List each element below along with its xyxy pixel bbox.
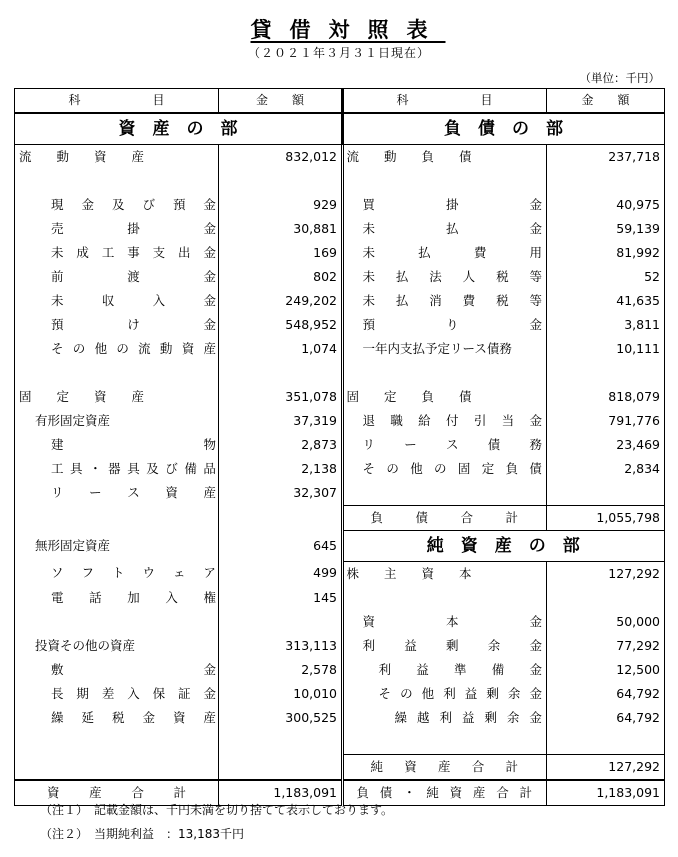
- asset-item-amount: [219, 505, 343, 530]
- liability-item-label: [343, 433, 547, 457]
- table-row: [15, 481, 665, 506]
- liability-item-amount-text: 127,292: [608, 565, 660, 581]
- header-row: [15, 89, 665, 113]
- asset-item-amount-text: 169: [313, 244, 337, 260]
- table-row: [15, 561, 665, 586]
- asset-item-amount-text: 802: [313, 268, 337, 284]
- asset-item-label: [15, 361, 219, 385]
- table-row: [15, 457, 665, 481]
- asset-item-label-text: 電 話 加 入 権: [51, 589, 216, 605]
- liability-item-amount-text: 791,776: [608, 412, 660, 428]
- liability-item-label: [343, 457, 547, 481]
- liability-item-amount: [547, 144, 665, 169]
- liability-item-label-text: そ の 他 利 益 剰 余 金: [378, 685, 542, 701]
- asset-item-amount: [219, 409, 343, 433]
- asset-item-amount-text: 300,525: [285, 709, 337, 725]
- table-row: [15, 754, 665, 780]
- liability-item-amount: [547, 217, 665, 241]
- asset-item-label: [15, 265, 219, 289]
- liability-item-label-text: リ ー ス 債 務: [362, 436, 542, 452]
- asset-item-amount-text: 645: [313, 537, 337, 553]
- asset-item-label-text: 長 期 差 入 保 証 金: [51, 685, 216, 701]
- liability-item-label-text: 利 益 剰 余 金: [362, 637, 542, 653]
- asset-item-label: [15, 193, 219, 217]
- asset-item-amount-text: 249,202: [285, 292, 337, 308]
- table-row: [15, 385, 665, 409]
- header-subject-right-text: 科 目: [396, 93, 493, 108]
- liability-item-amount: [547, 193, 665, 217]
- asset-item-label-text: 売 掛 金: [51, 220, 216, 236]
- liabilities-section-title: [343, 113, 665, 145]
- liability-item-label-text: 資 本 金: [362, 613, 542, 629]
- liability-item-amount: [547, 682, 665, 706]
- asset-item-amount: [219, 530, 343, 561]
- liability-item-label: [343, 361, 547, 385]
- asset-item-amount-text: 1,074: [301, 340, 337, 356]
- asset-item-amount: [219, 682, 343, 706]
- liability-item-label: [343, 169, 547, 193]
- asset-item-amount: [219, 241, 343, 265]
- liability-item-label-text: 未 払 法 人 税 等: [362, 268, 542, 284]
- subtotal-label-text: 負 債 合 計: [370, 509, 518, 525]
- table-row: [15, 289, 665, 313]
- table-row: [15, 217, 665, 241]
- liability-item-amount: [547, 481, 665, 506]
- asset-item-amount-text: 37,319: [293, 412, 337, 428]
- liability-item-amount: [547, 634, 665, 658]
- asset-item-label-text: 流 動 資 産: [19, 148, 145, 164]
- subtotal-label-text: 純 資 産 合 計: [370, 758, 518, 774]
- asset-item-label-text: 未 収 入 金: [51, 292, 216, 308]
- asset-item-amount: [219, 193, 343, 217]
- liability-item-label: [343, 561, 547, 586]
- liability-item-label: [343, 193, 547, 217]
- asset-item-amount: [219, 730, 343, 755]
- asset-item-amount-text: 10,010: [293, 685, 337, 701]
- asset-item-label: [15, 385, 219, 409]
- liab-net-total-label-text: 負 債 ・ 純 資 産 合 計: [356, 784, 532, 800]
- liability-item-amount-text: 237,718: [608, 148, 660, 164]
- asset-item-amount: [219, 586, 343, 610]
- liability-item-amount-text: 23,469: [616, 436, 660, 452]
- table-row: [15, 433, 665, 457]
- asset-item-label: [15, 313, 219, 337]
- asset-item-label: [15, 505, 219, 530]
- liability-item-label: [343, 241, 547, 265]
- table-row: [15, 241, 665, 265]
- asset-item-amount: [219, 457, 343, 481]
- subtotal-label: [343, 505, 547, 530]
- asset-item-label: [15, 706, 219, 730]
- liability-item-label: [343, 730, 547, 755]
- liability-item-label-text: 固 定 負 債: [346, 388, 472, 404]
- assets-total-label-text: 資 産 合 計: [47, 784, 186, 800]
- table-row: [15, 634, 665, 658]
- table-row: [15, 169, 665, 193]
- liability-item-label-text: 株 主 資 本: [346, 565, 472, 581]
- liability-item-label: [343, 409, 547, 433]
- asset-item-amount: [219, 144, 343, 169]
- liability-item-label-text: 流 動 負 債: [346, 148, 472, 164]
- subtotal-amount: [547, 754, 665, 780]
- asset-item-amount-text: 832,012: [285, 148, 337, 164]
- liability-item-amount: [547, 169, 665, 193]
- liability-item-amount: [547, 561, 665, 586]
- table-row: [15, 682, 665, 706]
- asset-item-label: [15, 289, 219, 313]
- table-row: [15, 530, 665, 561]
- footnotes: [40, 798, 393, 846]
- liability-item-label: [343, 337, 547, 361]
- asset-item-label-text: リ ー ス 資 産: [51, 484, 216, 500]
- asset-item-label: [15, 658, 219, 682]
- unit-label: （単位：千円）: [579, 71, 660, 85]
- liability-item-label-text: 退 職 給 付 引 当 金: [362, 412, 542, 428]
- liability-item-label-text: 繰 越 利 益 剰 余 金: [394, 709, 542, 725]
- liability-item-label-text: 預 り 金: [362, 316, 542, 332]
- asset-item-amount: [219, 658, 343, 682]
- liability-item-amount-text: 818,079: [608, 388, 660, 404]
- assets-section-title: [15, 113, 343, 145]
- asset-item-label: [15, 561, 219, 586]
- liability-item-label: [343, 265, 547, 289]
- liability-item-amount: [547, 241, 665, 265]
- header-subject-text: 科 目: [68, 93, 165, 108]
- liability-item-amount-text: 12,500: [616, 661, 660, 677]
- liability-item-amount-text: 3,811: [624, 316, 660, 332]
- asset-item-amount: [219, 289, 343, 313]
- net-assets-section-title-text: 純 資 産 の 部: [426, 535, 580, 556]
- asset-item-label: [15, 457, 219, 481]
- document-title: 貸借対照表: [250, 18, 446, 42]
- liability-item-label-text: 未 払 消 費 税 等: [362, 292, 542, 308]
- footnote-1: （注１） 記載金額は、千円未満を切り捨てて表示しております。: [40, 803, 394, 817]
- asset-item-amount: [219, 385, 343, 409]
- table-row: [15, 144, 665, 169]
- liability-item-label-text: 買 掛 金: [362, 196, 542, 212]
- asset-item-label: [15, 144, 219, 169]
- asset-item-label: [15, 730, 219, 755]
- liability-item-label: [343, 658, 547, 682]
- liability-item-label: [343, 706, 547, 730]
- liability-item-amount-text: 2,834: [624, 460, 660, 476]
- liability-item-amount: [547, 265, 665, 289]
- asset-item-label: [15, 337, 219, 361]
- table-row: [15, 586, 665, 610]
- asset-item-amount-text: 548,952: [285, 316, 337, 332]
- header-amount-right-text: 金 額: [581, 93, 630, 108]
- assets-section-title-text: 資 産 の 部: [118, 118, 238, 139]
- liability-item-amount: [547, 457, 665, 481]
- asset-item-amount: [219, 313, 343, 337]
- subtotal-amount-text: 1,055,798: [596, 509, 660, 525]
- table-row: [15, 658, 665, 682]
- asset-item-amount-text: 2,578: [301, 661, 337, 677]
- liability-item-amount: [547, 706, 665, 730]
- liability-item-amount-text: 64,792: [616, 709, 660, 725]
- asset-item-amount-text: 30,881: [293, 220, 337, 236]
- table-row: [15, 313, 665, 337]
- liability-item-label: [343, 586, 547, 610]
- asset-item-label-text: 未 成 工 事 支 出 金: [51, 244, 216, 260]
- header-amount: [219, 89, 343, 113]
- balance-sheet-table: [14, 88, 665, 806]
- asset-item-label-text: 無形固定資産: [35, 537, 111, 553]
- asset-item-label: [15, 409, 219, 433]
- asset-item-amount-text: 2,873: [301, 436, 337, 452]
- liability-item-label: [343, 682, 547, 706]
- asset-item-amount: [219, 361, 343, 385]
- asset-item-amount: [219, 706, 343, 730]
- asset-item-label: [15, 241, 219, 265]
- liability-item-amount: [547, 361, 665, 385]
- asset-item-label-text: ソ フ ト ウ ェ ア: [51, 565, 216, 581]
- liability-item-label: [343, 289, 547, 313]
- table-row: [15, 409, 665, 433]
- liab-net-total-amount: [547, 780, 665, 806]
- table-row: [15, 505, 665, 530]
- table-row: [15, 361, 665, 385]
- asset-item-label-text: 有形固定資産: [35, 412, 111, 428]
- table-row: [15, 193, 665, 217]
- table-row: [15, 337, 665, 361]
- liability-item-amount-text: 41,635: [616, 292, 660, 308]
- asset-item-amount-text: 313,113: [285, 637, 337, 653]
- asset-item-label-text: 工 具 ・ 器 具 及 び 備 品: [51, 460, 216, 476]
- header-subject-right: [343, 89, 547, 113]
- liability-item-amount: [547, 409, 665, 433]
- table-row: [15, 610, 665, 634]
- asset-item-amount: [219, 561, 343, 586]
- liability-item-amount-text: 50,000: [616, 613, 660, 629]
- liability-item-label: [343, 634, 547, 658]
- asset-item-label-text: 敷 金: [51, 661, 216, 677]
- asset-item-amount: [219, 610, 343, 634]
- asset-item-label: [15, 433, 219, 457]
- liability-item-amount-text: 64,792: [616, 685, 660, 701]
- liability-item-amount: [547, 385, 665, 409]
- liability-item-amount: [547, 586, 665, 610]
- asset-item-label: [15, 754, 219, 780]
- table-row: [15, 706, 665, 730]
- liability-item-amount-text: 10,111: [616, 340, 660, 356]
- asset-item-amount: [219, 634, 343, 658]
- liability-item-amount: [547, 658, 665, 682]
- liability-item-label: [343, 313, 547, 337]
- table-row: [15, 730, 665, 755]
- asset-item-label-text: 現 金 及 び 預 金: [51, 196, 216, 212]
- header-amount-right: [547, 89, 665, 113]
- asset-item-amount: [219, 754, 343, 780]
- asset-item-label: [15, 610, 219, 634]
- asset-item-amount: [219, 481, 343, 506]
- liability-item-amount: [547, 337, 665, 361]
- liability-item-amount-text: 77,292: [616, 637, 660, 653]
- asset-item-label-text: 建 物: [51, 436, 216, 452]
- asset-item-amount-text: 32,307: [293, 484, 337, 500]
- asset-item-label: [15, 481, 219, 506]
- liability-item-label-text: 一年内支払予定リース債務: [362, 340, 512, 356]
- asset-item-label: [15, 634, 219, 658]
- asset-item-amount: [219, 265, 343, 289]
- asset-item-label-text: 前 渡 金: [51, 268, 216, 284]
- liability-item-label: [343, 481, 547, 506]
- as-of-date: （２０２１年３月３１日現在）: [247, 46, 430, 60]
- net-assets-section-title: [343, 530, 665, 561]
- footnote-2: （注２） 当期純利益 ：13,183千円: [40, 827, 244, 841]
- subtotal-label: [343, 754, 547, 780]
- subtotal-amount-text: 127,292: [608, 758, 660, 774]
- header-amount-text: 金 額: [255, 93, 304, 108]
- liability-item-label: [343, 610, 547, 634]
- asset-item-amount-text: 351,078: [285, 388, 337, 404]
- liability-item-amount: [547, 730, 665, 755]
- liability-item-amount-text: 59,139: [616, 220, 660, 236]
- liability-item-label: [343, 144, 547, 169]
- asset-item-label-text: そ の 他 の 流 動 資 産: [51, 340, 216, 356]
- liabilities-section-title-text: 負 債 の 部: [444, 118, 563, 139]
- liability-item-label-text: 未 払 費 用: [362, 244, 542, 260]
- asset-item-label-text: 預 け 金: [51, 316, 216, 332]
- liability-item-amount-text: 40,975: [616, 196, 660, 212]
- liability-item-label-text: 利 益 準 備 金: [378, 661, 542, 677]
- liab-net-total-amount-text: 1,183,091: [596, 784, 660, 800]
- asset-item-amount: [219, 337, 343, 361]
- asset-item-label: [15, 169, 219, 193]
- liability-item-amount: [547, 289, 665, 313]
- liability-item-amount: [547, 313, 665, 337]
- liability-item-amount-text: 52: [644, 268, 660, 284]
- liability-item-label: [343, 217, 547, 241]
- asset-item-amount-text: 145: [313, 589, 337, 605]
- asset-item-label: [15, 530, 219, 561]
- subtotal-amount: [547, 505, 665, 530]
- asset-item-label-text: 投資その他の資産: [35, 637, 136, 653]
- liability-item-label-text: そ の 他 の 固 定 負 債: [362, 460, 542, 476]
- asset-item-label: [15, 217, 219, 241]
- liability-item-amount: [547, 610, 665, 634]
- liability-item-label-text: 未 払 金: [362, 220, 542, 236]
- liability-item-label: [343, 385, 547, 409]
- asset-item-label-text: 固 定 資 産: [19, 388, 145, 404]
- asset-item-amount: [219, 433, 343, 457]
- asset-item-amount: [219, 217, 343, 241]
- asset-item-label-text: 繰 延 税 金 資 産: [51, 709, 216, 725]
- table-row: [15, 265, 665, 289]
- asset-item-amount-text: 2,138: [301, 460, 337, 476]
- asset-item-amount: [219, 169, 343, 193]
- asset-item-label: [15, 586, 219, 610]
- header-subject: [15, 89, 219, 113]
- asset-item-label: [15, 682, 219, 706]
- assets-total-amount-text: 1,183,091: [273, 784, 337, 800]
- liability-item-amount: [547, 433, 665, 457]
- liability-item-amount-text: 81,992: [616, 244, 660, 260]
- asset-item-amount-text: 499: [313, 565, 337, 581]
- asset-item-amount-text: 929: [313, 196, 337, 212]
